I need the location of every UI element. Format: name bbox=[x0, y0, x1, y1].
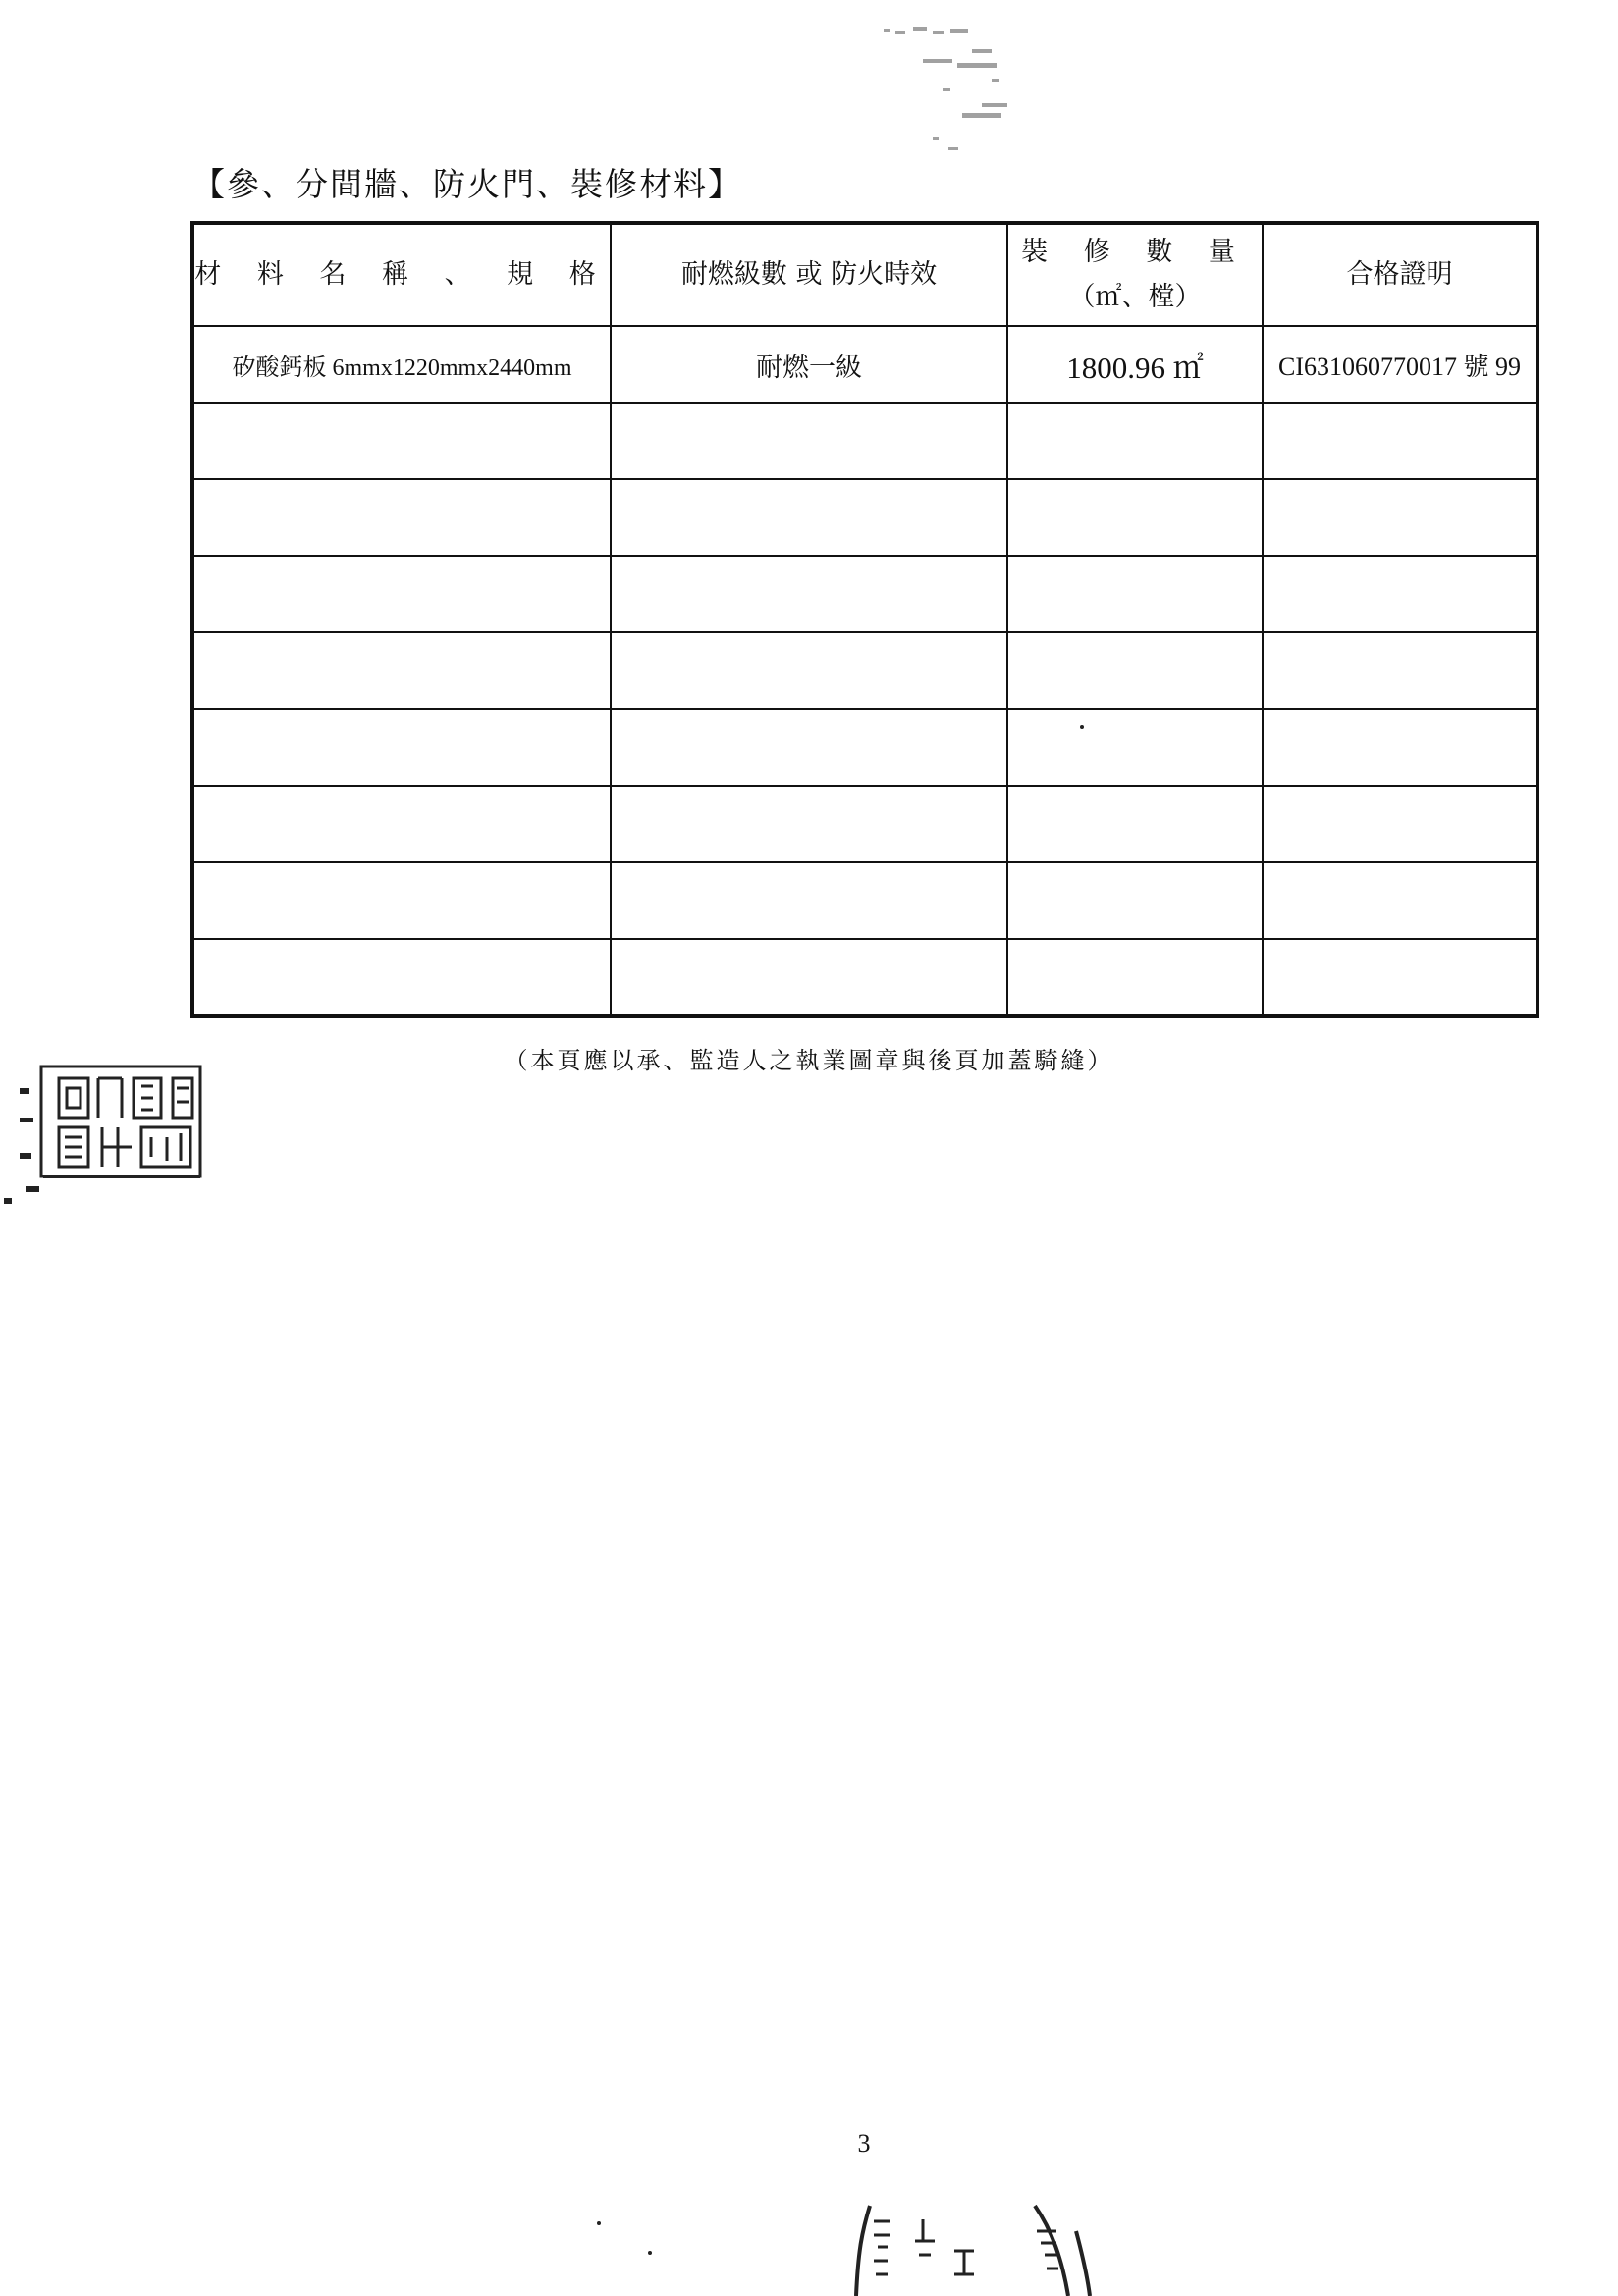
materials-table bbox=[190, 221, 1539, 1018]
cell-fire-rating bbox=[611, 403, 1007, 479]
cell-certificate bbox=[1263, 709, 1537, 786]
round-seal-stamp-icon bbox=[844, 2192, 1119, 2296]
cell-material-name bbox=[192, 786, 611, 862]
header-quantity-unit: （㎡、樘） bbox=[1068, 282, 1202, 312]
cell-material-name bbox=[192, 862, 611, 939]
cell-quantity bbox=[1007, 709, 1263, 786]
cell-quantity bbox=[1007, 403, 1263, 479]
cell-quantity bbox=[1007, 786, 1263, 862]
cell-fire-rating bbox=[611, 786, 1007, 862]
header-fire-rating: 耐燃級數 或 防火時效 bbox=[611, 223, 1007, 326]
table-row bbox=[192, 403, 1537, 479]
table-row bbox=[192, 556, 1537, 632]
seal-instruction-note: （本頁應以承、監造人之執業圖章與後頁加蓋騎縫） bbox=[504, 1047, 1114, 1074]
table-row bbox=[192, 862, 1537, 939]
ink-smudge-icon bbox=[864, 20, 1041, 167]
cell-quantity: 1800.96 ㎡ bbox=[1007, 326, 1263, 403]
scan-speck bbox=[4, 1198, 12, 1204]
cell-material-name: 矽酸鈣板 6mmx1220mmx2440mm bbox=[192, 326, 611, 403]
cell-fire-rating bbox=[611, 632, 1007, 709]
cell-fire-rating bbox=[611, 862, 1007, 939]
table-row bbox=[192, 632, 1537, 709]
cell-certificate bbox=[1263, 479, 1537, 556]
cell-fire-rating bbox=[611, 939, 1007, 1016]
table-row bbox=[192, 709, 1537, 786]
table-header-row bbox=[192, 223, 1537, 326]
cell-fire-rating bbox=[611, 709, 1007, 786]
scan-speck bbox=[648, 2251, 652, 2255]
cell-material-name bbox=[192, 632, 611, 709]
header-certificate: 合格證明 bbox=[1263, 223, 1537, 326]
cell-certificate bbox=[1263, 862, 1537, 939]
cell-quantity bbox=[1007, 862, 1263, 939]
header-material-name: 材 料 名 稱 、 規 格 bbox=[192, 223, 611, 326]
cell-fire-rating: 耐燃一級 bbox=[611, 326, 1007, 403]
table-row bbox=[192, 479, 1537, 556]
header-quantity-label: 裝 修 數 量 bbox=[1021, 237, 1249, 267]
cell-certificate bbox=[1263, 786, 1537, 862]
cell-certificate bbox=[1263, 556, 1537, 632]
cell-certificate bbox=[1263, 632, 1537, 709]
cell-material-name bbox=[192, 403, 611, 479]
scan-speck bbox=[597, 2221, 601, 2225]
page-number: 3 bbox=[857, 2129, 871, 2158]
cell-quantity bbox=[1007, 556, 1263, 632]
square-seal-stamp-icon bbox=[20, 1059, 208, 1206]
cell-material-name bbox=[192, 939, 611, 1016]
cell-quantity bbox=[1007, 632, 1263, 709]
cell-certificate: CI631060770017 號 99 bbox=[1263, 326, 1537, 403]
cell-fire-rating bbox=[611, 479, 1007, 556]
cell-certificate bbox=[1263, 403, 1537, 479]
header-quantity bbox=[1007, 223, 1263, 326]
table-row bbox=[192, 786, 1537, 862]
table-row bbox=[192, 939, 1537, 1016]
table-row bbox=[192, 326, 1537, 403]
cell-quantity bbox=[1007, 479, 1263, 556]
section-title: 【參、分間牆、防火門、裝修材料】 bbox=[192, 165, 742, 203]
scan-speck bbox=[1080, 725, 1084, 729]
cell-material-name bbox=[192, 479, 611, 556]
cell-certificate bbox=[1263, 939, 1537, 1016]
cell-material-name bbox=[192, 556, 611, 632]
cell-material-name bbox=[192, 709, 611, 786]
cell-fire-rating bbox=[611, 556, 1007, 632]
cell-quantity bbox=[1007, 939, 1263, 1016]
